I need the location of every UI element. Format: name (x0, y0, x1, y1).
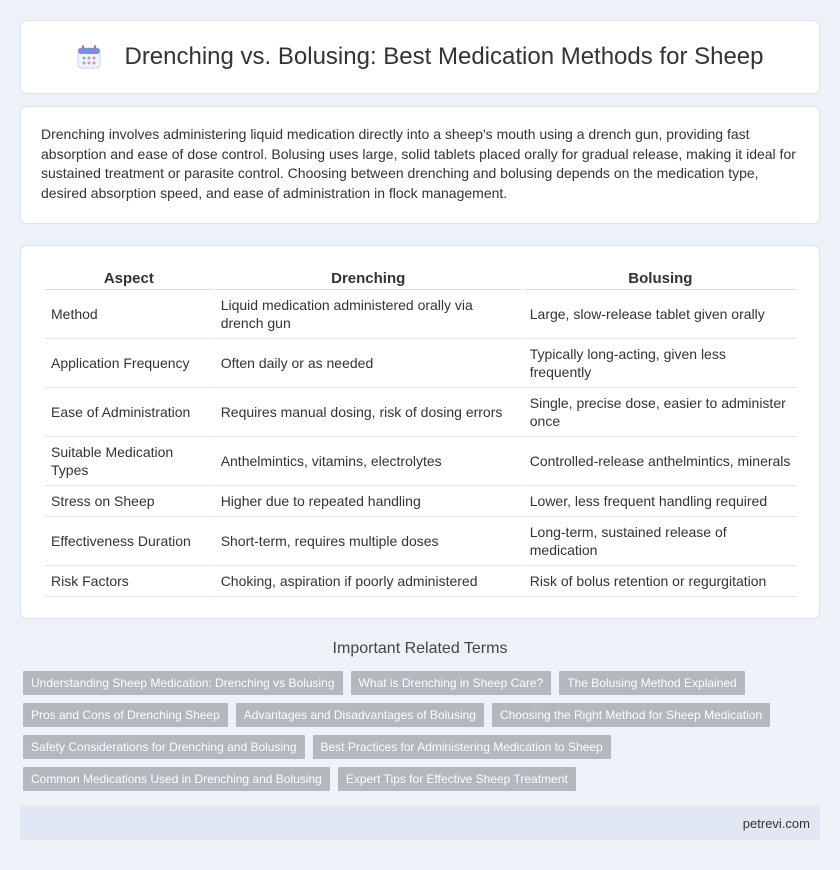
aspect-cell: Method (45, 290, 213, 339)
table-row (45, 437, 797, 486)
intro-card (20, 106, 820, 224)
drenching-cell: Short-term, requires multiple doses (215, 517, 522, 566)
aspect-cell: Ease of Administration (45, 388, 213, 437)
bolusing-cell: Long-term, sustained release of medication (524, 517, 797, 566)
table-row (45, 290, 797, 339)
calendar-icon (76, 44, 102, 70)
table-row (45, 517, 797, 566)
title-card (20, 20, 820, 94)
header-bolusing: Bolusing (524, 266, 797, 290)
comparison-table-card (20, 245, 820, 619)
drenching-cell: Often daily or as needed (215, 339, 522, 388)
related-terms-list (23, 671, 823, 791)
drenching-cell: Choking, aspiration if poorly administered (215, 566, 522, 597)
bolusing-cell: Risk of bolus retention or regurgitation (524, 566, 797, 597)
related-term-link[interactable]: The Bolusing Method Explained (559, 671, 744, 695)
bolusing-cell: Single, precise dose, easier to administer once (524, 388, 797, 437)
related-terms-title: Important Related Terms (332, 640, 508, 657)
footer-site-link[interactable]: petrevi.com (742, 815, 810, 831)
drenching-cell: Requires manual dosing, risk of dosing errors (215, 388, 522, 437)
drenching-cell: Anthelmintics, vitamins, electrolytes (215, 437, 522, 486)
related-term-link[interactable]: What is Drenching in Sheep Care? (351, 671, 552, 695)
table-row (45, 388, 797, 437)
header-drenching: Drenching (215, 266, 522, 290)
related-term-link[interactable]: Choosing the Right Method for Sheep Medication (492, 703, 770, 727)
page-title: Drenching vs. Bolusing: Best Medication Methods for Sheep (124, 43, 764, 70)
table-row (45, 566, 797, 597)
intro-paragraph: Drenching involves administering liquid medication directly into a sheep's mouth using a drench gun, providing fast absorption and ease of dose control. Bolusing uses large, solid tablets placed orally for gradual release, making it ideal for sustained treatment or parasite control. Choosing between drenching and bolusing depends on the medication type, desired absorption speed, and ease of administration in flock management. (41, 126, 796, 201)
aspect-cell: Suitable Medication Types (45, 437, 213, 486)
related-term-link[interactable]: Safety Considerations for Drenching and Bolusing (23, 735, 305, 759)
header-aspect: Aspect (45, 266, 213, 290)
bolusing-cell: Controlled-release anthelmintics, minerals (524, 437, 797, 486)
table-header-row (45, 266, 797, 290)
comparison-table (43, 266, 799, 597)
table-row (45, 486, 797, 517)
aspect-cell: Application Frequency (45, 339, 213, 388)
related-term-link[interactable]: Expert Tips for Effective Sheep Treatment (338, 767, 576, 791)
footer (20, 806, 820, 840)
related-term-link[interactable]: Understanding Sheep Medication: Drenching vs Bolusing (23, 671, 343, 695)
table-row (45, 339, 797, 388)
bolusing-cell: Large, slow-release tablet given orally (524, 290, 797, 339)
bolusing-cell: Lower, less frequent handling required (524, 486, 797, 517)
related-term-link[interactable]: Advantages and Disadvantages of Bolusing (236, 703, 484, 727)
aspect-cell: Effectiveness Duration (45, 517, 213, 566)
drenching-cell: Liquid medication administered orally via drench gun (215, 290, 522, 339)
related-term-link[interactable]: Pros and Cons of Drenching Sheep (23, 703, 228, 727)
bolusing-cell: Typically long-acting, given less frequently (524, 339, 797, 388)
aspect-cell: Stress on Sheep (45, 486, 213, 517)
related-term-link[interactable]: Best Practices for Administering Medication to Sheep (313, 735, 611, 759)
drenching-cell: Higher due to repeated handling (215, 486, 522, 517)
related-term-link[interactable]: Common Medications Used in Drenching and Bolusing (23, 767, 330, 791)
aspect-cell: Risk Factors (45, 566, 213, 597)
